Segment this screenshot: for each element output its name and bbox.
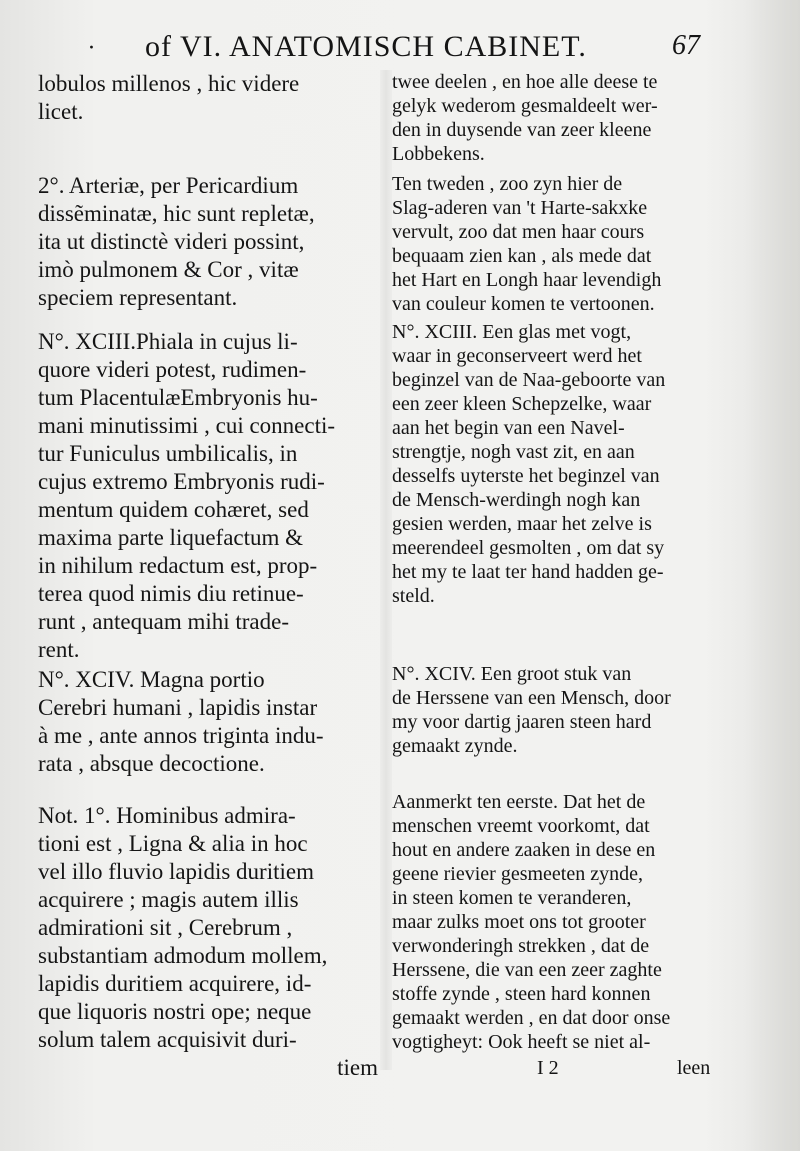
text-line: de Mensch-werdingh nogh kan — [392, 489, 641, 511]
text-line: lapidis duritiem acquirere, id- — [38, 971, 312, 996]
text-line: Cerebri humani , lapidis instar — [38, 695, 318, 720]
text-line: à me , ante annos triginta indu- — [38, 723, 324, 748]
text-line: Herssene, die van een zeer zaghte — [392, 959, 662, 981]
text-line: een zeer kleen Schepzelke, waar — [392, 393, 652, 415]
text-line: bequaam zien kan , als mede dat — [392, 245, 652, 267]
text-line: mentum quidem cohæret, sed — [38, 497, 309, 522]
text-line: N°. XCIV. Magna portio — [38, 667, 265, 692]
text-line: de Herssene van een Mensch, door — [392, 687, 671, 709]
text-line: que liquoris nostri ope; neque — [38, 999, 312, 1024]
text-line: tiem — [337, 1055, 378, 1080]
text-line: vel illo fluvio lapidis duritiem — [38, 859, 314, 884]
text-line: mani minutissimi , cui connecti- — [38, 413, 336, 438]
text-line: verwonderingh strekken , dat de — [392, 935, 650, 957]
text-line: het Hart en Longh haar levendigh — [392, 269, 662, 291]
text-line: cujus extremo Embryonis rudi- — [38, 469, 325, 494]
text-line: in steen komen te veranderen, — [392, 887, 632, 909]
text-line: hout en andere zaaken in dese en — [392, 839, 656, 861]
text-line: admirationi sit , Cerebrum , — [38, 915, 293, 940]
text-line: gelyk wederom gesmaldeelt wer- — [392, 95, 658, 117]
text-line: desselfs uyterste het beginzel van — [392, 465, 660, 487]
text-line: acquirere ; magis autem illis — [38, 887, 299, 912]
text-line: rent. — [38, 637, 80, 662]
text-line: van couleur komen te vertoonen. — [392, 293, 655, 315]
header-ornament: · — [88, 36, 95, 61]
text-line: runt , antequam mihi trade- — [38, 609, 290, 634]
header-title: of VI. ANATOMISCH CABINET. — [145, 30, 587, 63]
text-line: quore videri potest, rudimen- — [38, 357, 307, 382]
text-line: rata , absque decoctione. — [38, 751, 265, 776]
text-line: beginzel van de Naa-geboorte van — [392, 369, 666, 391]
gutter-shadow — [380, 70, 392, 1070]
text-line: menschen vreemt voorkomt, dat — [392, 815, 650, 837]
text-line: tioni est , Ligna & alia in hoc — [38, 831, 308, 856]
text-line: geene rievier gesmeeten zynde, — [392, 863, 643, 885]
text-line: terea quod nimis diu retinue- — [38, 581, 304, 606]
text-line: maxima parte liquefactum & — [38, 525, 304, 550]
text-line: 2°. Arteriæ, per Pericardium — [38, 173, 299, 198]
signature-mark: I 2 — [537, 1057, 559, 1079]
text-line: solum talem acquisivit duri- — [38, 1027, 297, 1052]
text-line: steld. — [392, 585, 435, 607]
text-line: Aanmerkt ten eerste. Dat het de — [392, 791, 646, 813]
text-line: vogtigheyt: Ook heeft se niet al- — [392, 1031, 651, 1053]
text-line: N°. XCIII.Phiala in cujus li- — [38, 329, 298, 354]
text-line: N°. XCIV. Een groot stuk van — [392, 663, 632, 685]
text-line: tum PlacentulæEmbryonis hu- — [38, 385, 318, 410]
text-line: Not. 1°. Hominibus admira- — [38, 803, 296, 828]
text-line: imò pulmonem & Cor , vitæ — [38, 257, 299, 282]
text-line: waar in geconserveert werd het — [392, 345, 642, 367]
text-line: ita ut distinctè videri possint, — [38, 229, 305, 254]
text-line: in nihilum redactum est, prop- — [38, 553, 318, 578]
text-line: aan het begin van een Navel- — [392, 417, 625, 439]
text-line: stoffe zynde , steen hard konnen — [392, 983, 651, 1005]
text-line: licet. — [38, 99, 84, 124]
text-line: tur Funiculus umbilicalis, in — [38, 441, 298, 466]
text-line: maar zulks moet ons tot grooter — [392, 911, 646, 933]
catchword: leen — [677, 1057, 711, 1079]
text-line: strengtje, nogh vast zit, en aan — [392, 441, 635, 463]
text-line: gemaakt zynde. — [392, 735, 518, 757]
text-line: twee deelen , en hoe alle deese te — [392, 71, 658, 93]
text-line: Lobbekens. — [392, 143, 485, 165]
text-line: speciem representant. — [38, 285, 238, 310]
text-line: gesien werden, maar het zelve is — [392, 513, 652, 535]
page-edge-shadow — [745, 0, 800, 1151]
text-line: substantiam admodum mollem, — [38, 943, 328, 968]
running-header — [0, 30, 800, 70]
text-line: my voor dartig jaaren steen hard — [392, 711, 652, 733]
text-line: N°. XCIII. Een glas met vogt, — [392, 321, 632, 343]
text-line: meerendeel gesmolten , om dat sy — [392, 537, 665, 559]
text-line: Slag-aderen van 't Harte-sakxke — [392, 197, 648, 219]
text-line: den in duysende van zeer kleene — [392, 119, 652, 141]
page-number: 67 — [672, 30, 700, 61]
text-line: lobulos millenos , hic videre — [38, 71, 300, 96]
text-line: dissẽminatæ, hic sunt repletæ, — [38, 201, 315, 226]
text-line: het my te laat ter hand hadden ge- — [392, 561, 664, 583]
text-line: Ten tweden , zoo zyn hier de — [392, 173, 623, 195]
text-line: vervult, zoo dat men haar cours — [392, 221, 645, 243]
text-line: gemaakt werden , en dat door onse — [392, 1007, 671, 1029]
